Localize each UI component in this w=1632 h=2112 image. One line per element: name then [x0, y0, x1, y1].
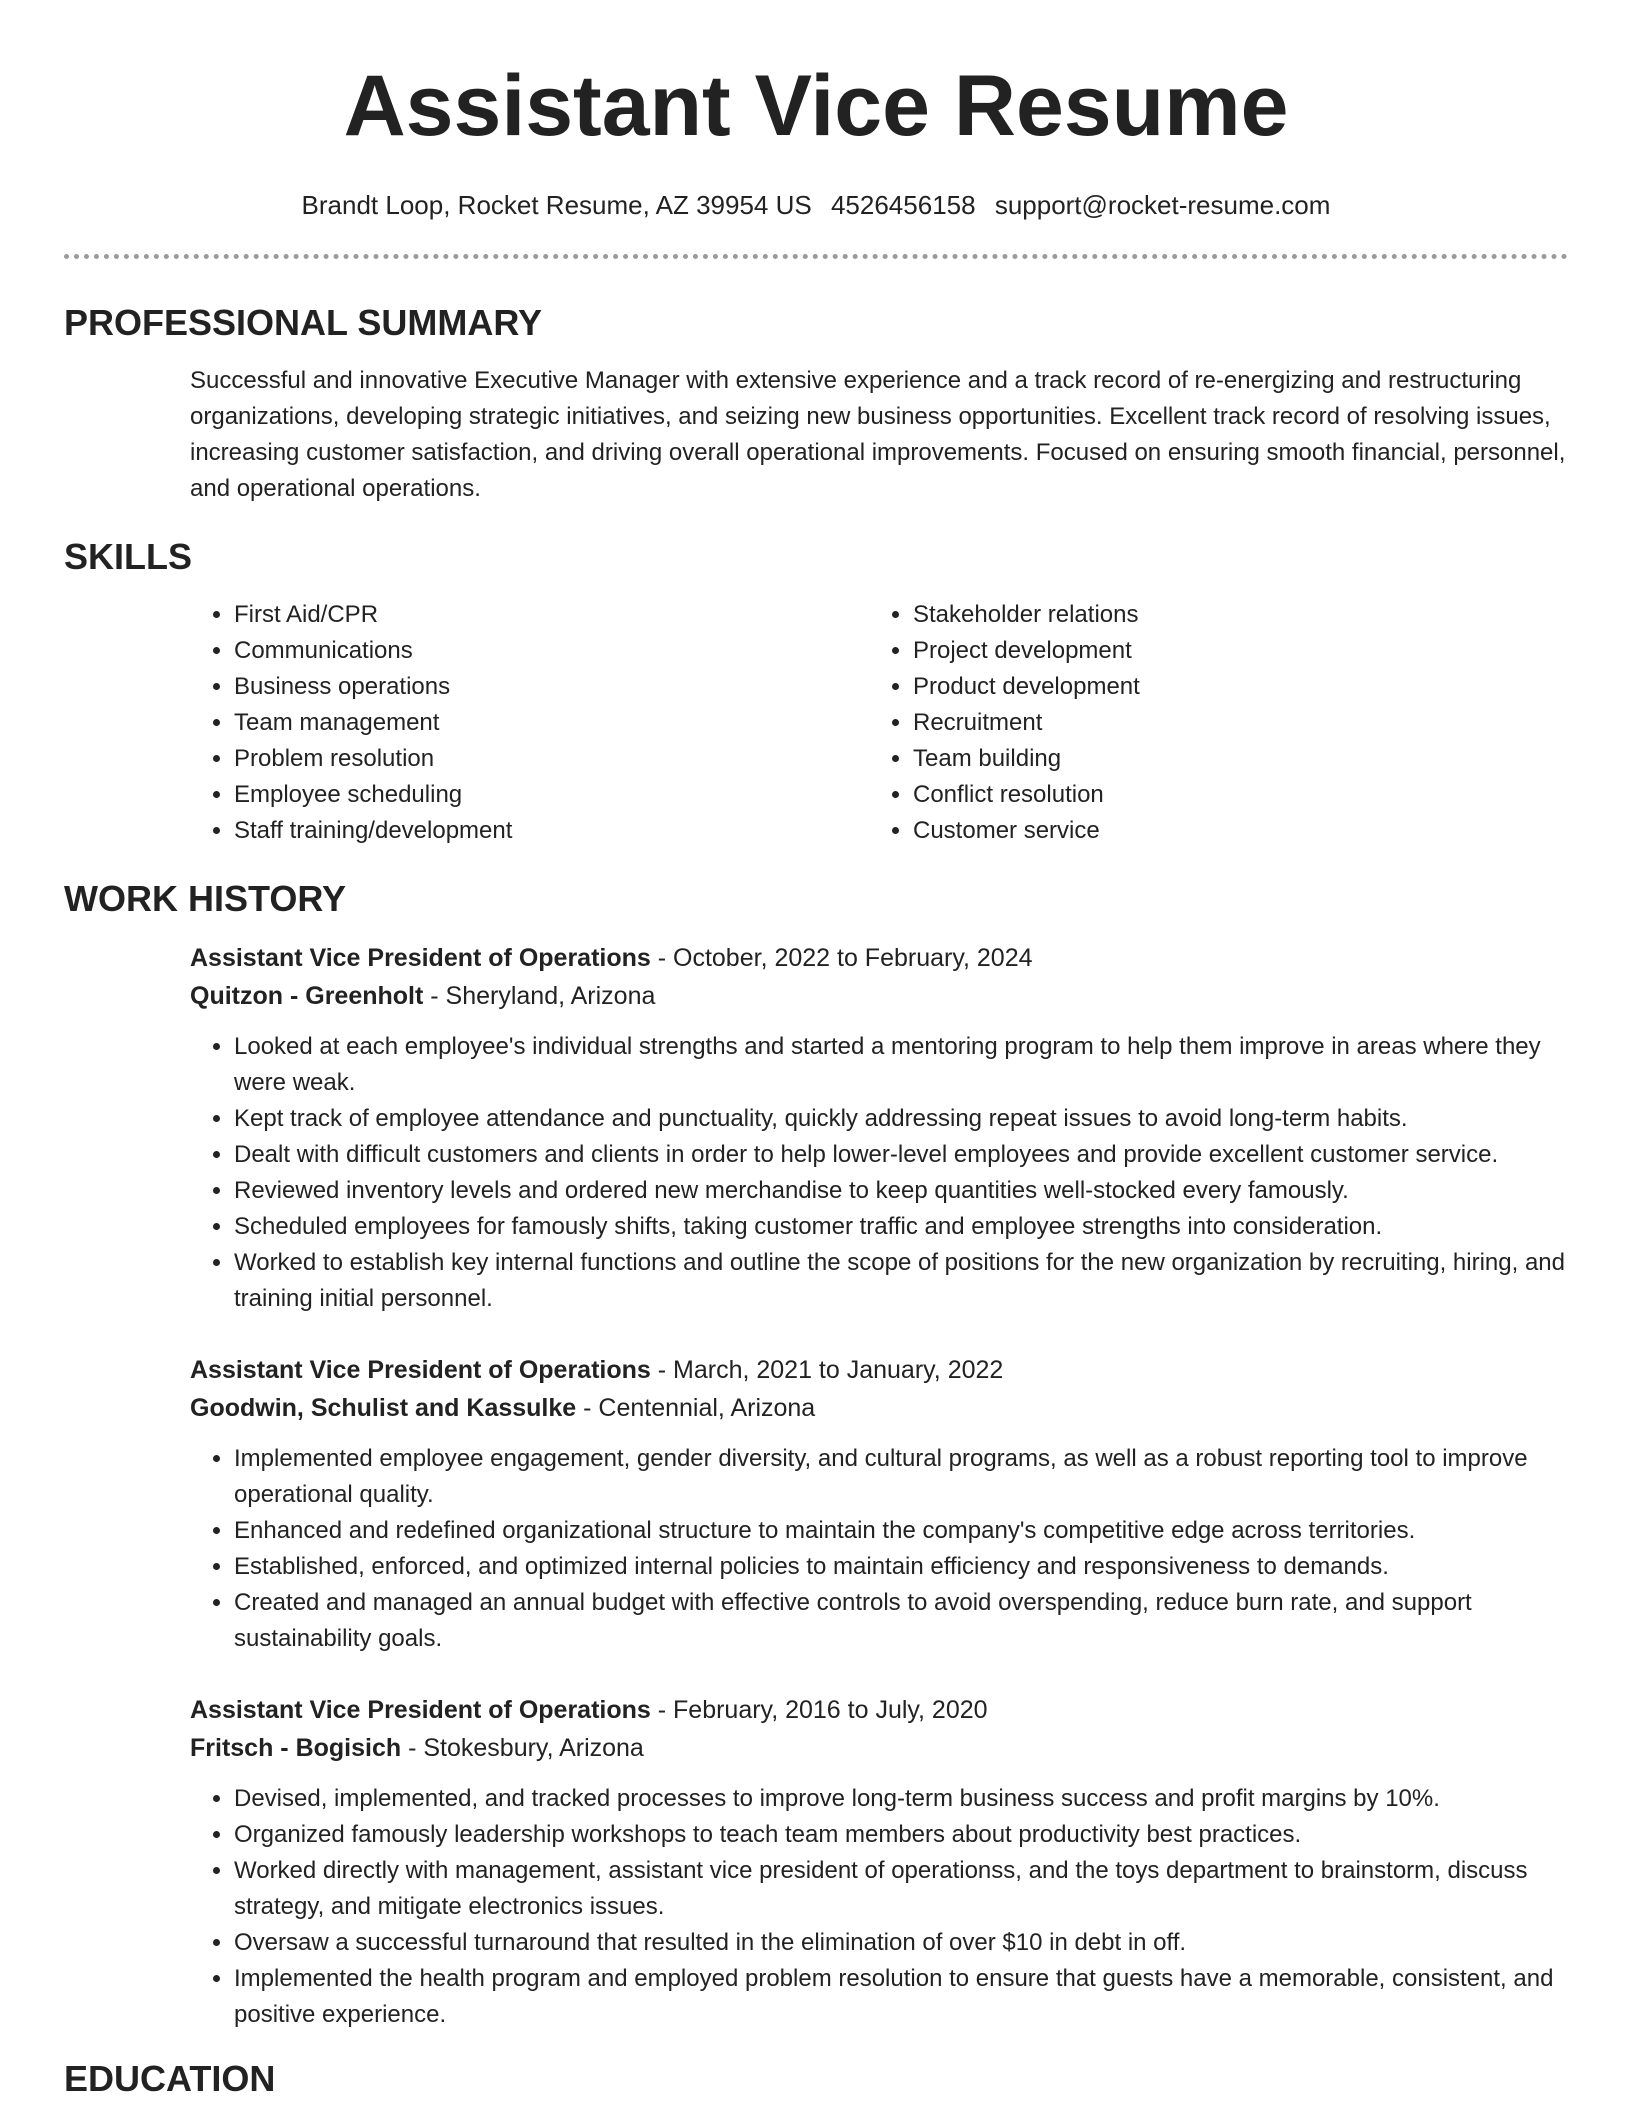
job-company: Quitzon - Greenholt: [190, 982, 424, 1010]
job-bullet: • Oversaw a successful turnaround that resulted in the elimination of over $10 in debt in off.: [234, 1925, 1568, 1961]
resume-page: [64, 0, 1568, 2101]
job-title: Assistant Vice President of Operations: [190, 944, 651, 972]
skill-item: • Product development: [913, 669, 1548, 705]
summary-text: Successful and innovative Executive Manager with extensive experience and a track record of re-energizing and restructuring organizations, developing strategic initiatives, and seizing new business opportunities. Excellent track record of resolving issues, increasing customer satisfaction, and driving overall operational improvements. Focused on ensuring smooth financial, personnel, and operational operations.: [190, 367, 1566, 502]
job-bullet: • Looked at each employee's individual strengths and started a mentoring program to help them improve in areas where they were weak.: [234, 1029, 1568, 1101]
job-bullet: • Implemented employee engagement, gender diversity, and cultural programs, as well as a robust reporting tool to improve operational quality.: [234, 1441, 1568, 1513]
skills-grid: [190, 597, 1568, 849]
job-dates: - October, 2022 to February, 2024: [650, 944, 1033, 972]
job-bullet: • Reviewed inventory levels and ordered new merchandise to keep quantities well-stocked every famously.: [234, 1173, 1568, 1209]
job-location: - Stokesbury, Arizona: [401, 1734, 644, 1762]
resume-title: Assistant Vice Resume: [343, 58, 1289, 154]
job-bullet: • Worked to establish key internal functions and outline the scope of positions for the new organization by recruiting, hiring, and training initial personnel.: [234, 1245, 1568, 1317]
job-bullet: • Dealt with difficult customers and clients in order to help lower-level employees and provide excellent customer service.: [234, 1137, 1568, 1173]
skill-item: • Problem resolution: [234, 741, 869, 777]
education-heading: EDUCATION: [64, 2058, 276, 2099]
skill-item: • Customer service: [913, 813, 1548, 849]
job-bullets: [190, 1029, 1568, 1317]
job-entry: [190, 939, 1568, 1317]
contact-phone: 4526456158: [830, 190, 976, 220]
skill-item: • Team management: [234, 705, 869, 741]
summary-heading: PROFESSIONAL SUMMARY: [64, 302, 543, 343]
job-company-line: [190, 1729, 1568, 1767]
job-bullet: • Implemented the health program and employed problem resolution to ensure that guests have a memorable, consistent, and positive experience.: [234, 1961, 1568, 2033]
job-bullet: • Enhanced and redefined organizational structure to maintain the company's competitive edge across territories.: [234, 1513, 1568, 1549]
job-bullet: • Created and managed an annual budget with effective controls to avoid overspending, reduce burn rate, and support sustainability goals.: [234, 1585, 1568, 1657]
skills-list-right: [869, 597, 1548, 849]
job-bullet: • Scheduled employees for famously shifts, taking customer traffic and employee strengths into consideration.: [234, 1209, 1568, 1245]
job-bullets: [190, 1781, 1568, 2033]
skill-item: • Communications: [234, 633, 869, 669]
skills-heading: SKILLS: [64, 536, 193, 577]
job-title: Assistant Vice President of Operations: [190, 1696, 651, 1724]
job-company: Goodwin, Schulist and Kassulke: [190, 1394, 577, 1422]
education-section: [64, 2057, 1568, 2101]
job-dates: - March, 2021 to January, 2022: [650, 1356, 1004, 1384]
skill-item: • Team building: [913, 741, 1548, 777]
job-bullet: • Devised, implemented, and tracked processes to improve long-term business success and profit margins by 10%.: [234, 1781, 1568, 1817]
header-divider: [64, 254, 1568, 259]
job-bullet: • Worked directly with management, assistant vice president of operationss, and the toys department to brainstorm, discuss strategy, and mitigate electronics issues.: [234, 1853, 1568, 1925]
job-title-line: [190, 1351, 1568, 1389]
skill-item: • Conflict resolution: [913, 777, 1548, 813]
job-location: - Centennial, Arizona: [576, 1394, 816, 1422]
skill-item: • Business operations: [234, 669, 869, 705]
skill-item: • Stakeholder relations: [913, 597, 1548, 633]
job-company: Fritsch - Bogisich: [190, 1734, 402, 1762]
work-history-section: [64, 877, 1568, 2033]
job-bullets: [190, 1441, 1568, 1657]
contact-email: support@rocket-resume.com: [994, 190, 1331, 220]
job-entry: [190, 1691, 1568, 2033]
job-entry: [190, 1351, 1568, 1657]
skill-item: • Project development: [913, 633, 1548, 669]
job-bullet: • Organized famously leadership workshops to teach team members about productivity best practices.: [234, 1817, 1568, 1853]
skill-item: • First Aid/CPR: [234, 597, 869, 633]
skill-item: • Staff training/development: [234, 813, 869, 849]
job-company-line: [190, 1389, 1568, 1427]
skills-section: [64, 535, 1568, 849]
skill-item: • Recruitment: [913, 705, 1548, 741]
skills-list-left: [190, 597, 869, 849]
job-title-line: [190, 939, 1568, 977]
job-title-line: [190, 1691, 1568, 1729]
work-history-heading: WORK HISTORY: [64, 878, 347, 919]
contact-address: Brandt Loop, Rocket Resume, AZ 39954 US: [301, 190, 812, 220]
job-title: Assistant Vice President of Operations: [190, 1356, 651, 1384]
skill-item: • Employee scheduling: [234, 777, 869, 813]
contact-line: [64, 190, 1568, 220]
job-bullet: • Established, enforced, and optimized internal policies to maintain efficiency and responsiveness to demands.: [234, 1549, 1568, 1585]
job-dates: - February, 2016 to July, 2020: [650, 1696, 988, 1724]
job-company-line: [190, 977, 1568, 1015]
job-bullet: • Kept track of employee attendance and punctuality, quickly addressing repeat issues to avoid long-term habits.: [234, 1101, 1568, 1137]
job-location: - Sheryland, Arizona: [423, 982, 656, 1010]
summary-section: [64, 301, 1568, 507]
